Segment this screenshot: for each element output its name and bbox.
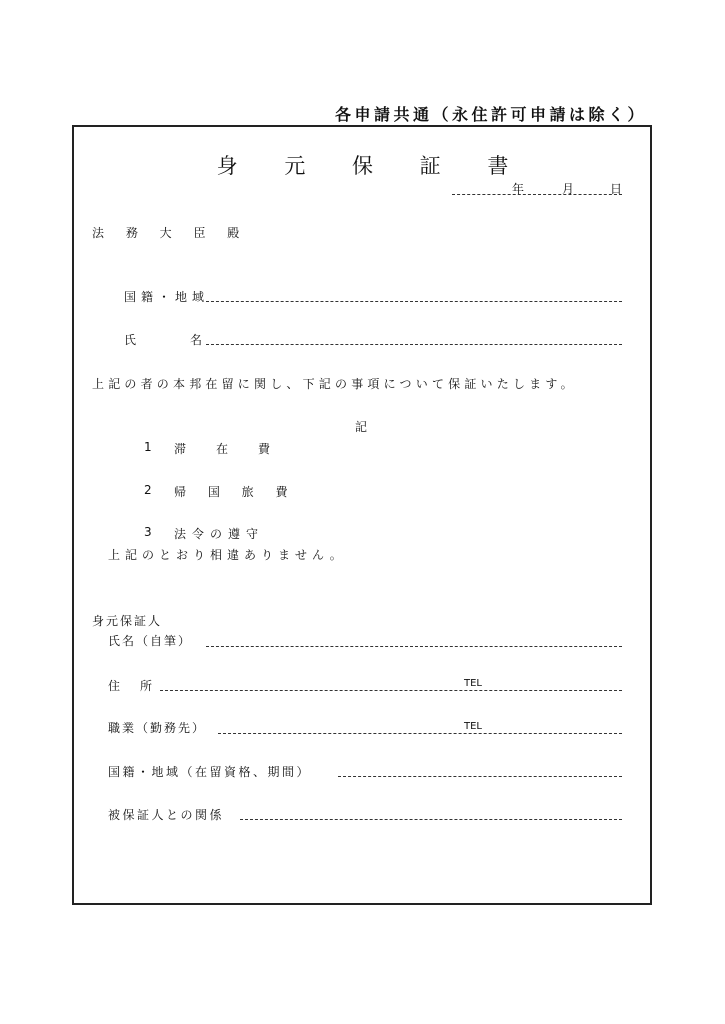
guarantor-heading: 身元保証人 — [92, 614, 163, 628]
item-1-label: 滞 在 費 — [174, 442, 280, 456]
form-frame — [72, 125, 652, 905]
header-note: 各申請共通（永住許可申請は除く） — [334, 105, 647, 124]
guarantor-nationality-field[interactable] — [338, 776, 622, 777]
guarantor-address-label-2: 所 — [140, 679, 158, 693]
affirmation: 上記のとおり相違ありません。 — [108, 548, 347, 562]
date-month-label: 月 — [562, 182, 575, 196]
applicant-nationality-field[interactable] — [206, 301, 622, 302]
date-year-label: 年 — [512, 182, 525, 196]
item-2-label: 帰 国 旅 費 — [174, 485, 297, 499]
item-1-number: 1 — [144, 440, 157, 454]
applicant-name-field[interactable] — [206, 344, 622, 345]
item-2-number: 2 — [144, 483, 157, 497]
applicant-name-label-1: 氏 — [124, 333, 142, 347]
item-3-label: 法令の遵守 — [174, 527, 265, 541]
guarantor-address-field[interactable] — [160, 690, 622, 691]
applicant-nationality-label: 国籍・地域 — [124, 290, 210, 304]
guarantor-occupation-label: 職業（勤務先） — [108, 721, 207, 735]
guarantor-relation-label: 被保証人との関係 — [108, 808, 225, 822]
guarantor-occupation-field[interactable] — [218, 733, 622, 734]
date-field[interactable] — [452, 194, 622, 195]
ki-label: 記 — [355, 420, 373, 434]
guarantor-address-tel-label: TEL — [464, 678, 482, 689]
guarantor-occupation-tel-label: TEL — [464, 721, 482, 732]
guarantor-address-label-1: 住 — [108, 679, 126, 693]
guarantor-name-field[interactable] — [206, 646, 622, 647]
applicant-name-label-2: 名 — [190, 333, 208, 347]
statement: 上記の者の本邦在留に関し、下記の事項について保証いたします。 — [92, 377, 577, 391]
guarantor-name-label: 氏名（自筆） — [108, 634, 193, 648]
page-title: 身 元 保 証 書 — [216, 154, 529, 178]
guarantor-relation-field[interactable] — [240, 819, 622, 820]
item-3-number: 3 — [144, 525, 157, 539]
guarantor-nationality-label: 国籍・地域（在留資格、期間） — [108, 765, 312, 779]
addressee: 法 務 大 臣 殿 — [92, 226, 249, 240]
date-day-label: 日 — [610, 182, 623, 196]
